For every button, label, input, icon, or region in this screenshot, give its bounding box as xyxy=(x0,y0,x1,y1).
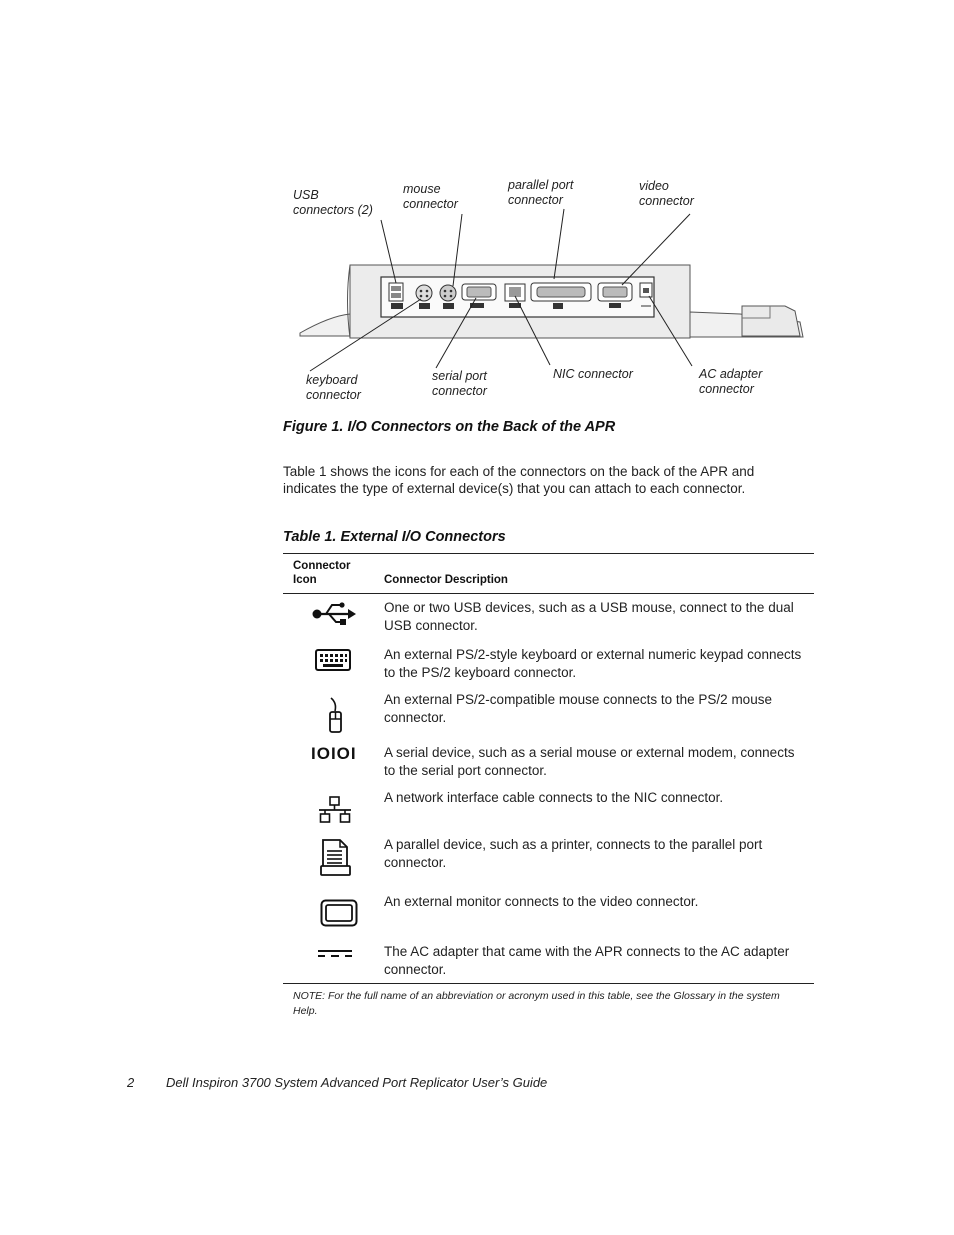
usb-label: USB connectors (2) xyxy=(293,188,373,217)
row-description: A parallel device, such as a printer, connects to the parallel port connector. xyxy=(384,837,763,870)
nic-label: NIC connector xyxy=(553,367,633,381)
monitor-icon xyxy=(320,899,358,927)
intro-paragraph: Table 1 shows the icons for each of the connectors on the back of the APR and indicates the type of external device(s) that you can attach to each connector. xyxy=(283,464,755,496)
mouse-icon xyxy=(327,697,345,735)
parallel-label: parallel port connector xyxy=(508,178,574,207)
row-description: One or two USB devices, such as a USB mouse, connect to the dual USB connector. xyxy=(384,600,794,633)
mouse-label: mouse connector xyxy=(403,182,458,211)
keyboard-icon xyxy=(315,649,351,671)
table-caption: Table 1. External I/O Connectors xyxy=(283,529,506,545)
table-note: NOTE: For the full name of an abbreviation or acronym used in this table, see the Glossary in the system Help. xyxy=(293,990,780,1017)
figure-caption: Figure 1. I/O Connectors on the Back of the APR xyxy=(283,419,616,435)
ac-label: AC adapter connector xyxy=(699,367,763,396)
footer-title: Dell Inspiron 3700 System Advanced Port Replicator User’s Guide xyxy=(166,1075,548,1090)
table-bottom-rule xyxy=(283,983,814,984)
row-description: An external monitor connects to the video connector. xyxy=(384,894,699,909)
header-connector-icon: Connector Icon xyxy=(293,560,351,586)
keyboard-label: keyboard connector xyxy=(306,373,361,402)
row-description: A network interface cable connects to the NIC connector. xyxy=(384,790,724,805)
video-label: video connector xyxy=(639,179,694,208)
row-description: A serial device, such as a serial mouse or external modem, connects to the serial port connector. xyxy=(384,745,795,778)
row-description: An external PS/2-style keyboard or external numeric keypad connects to the PS/2 keyboard connector. xyxy=(384,647,802,680)
page-number: 2 xyxy=(127,1075,135,1090)
dc-power-icon xyxy=(317,949,353,959)
row-description: An external PS/2-compatible mouse connects to the PS/2 mouse connector. xyxy=(384,692,772,725)
table-top-rule xyxy=(283,553,814,554)
apr-back-illustration xyxy=(0,0,954,420)
header-connector-description: Connector Description xyxy=(384,574,508,586)
serial-icon: IOIOI xyxy=(311,744,357,763)
serial-label: serial port connector xyxy=(432,369,487,398)
table-header-rule xyxy=(283,593,814,594)
parallel-icon xyxy=(320,838,352,878)
usb-icon xyxy=(312,602,358,626)
row-description: The AC adapter that came with the APR connects to the AC adapter connector. xyxy=(384,944,790,977)
network-icon xyxy=(318,796,352,824)
